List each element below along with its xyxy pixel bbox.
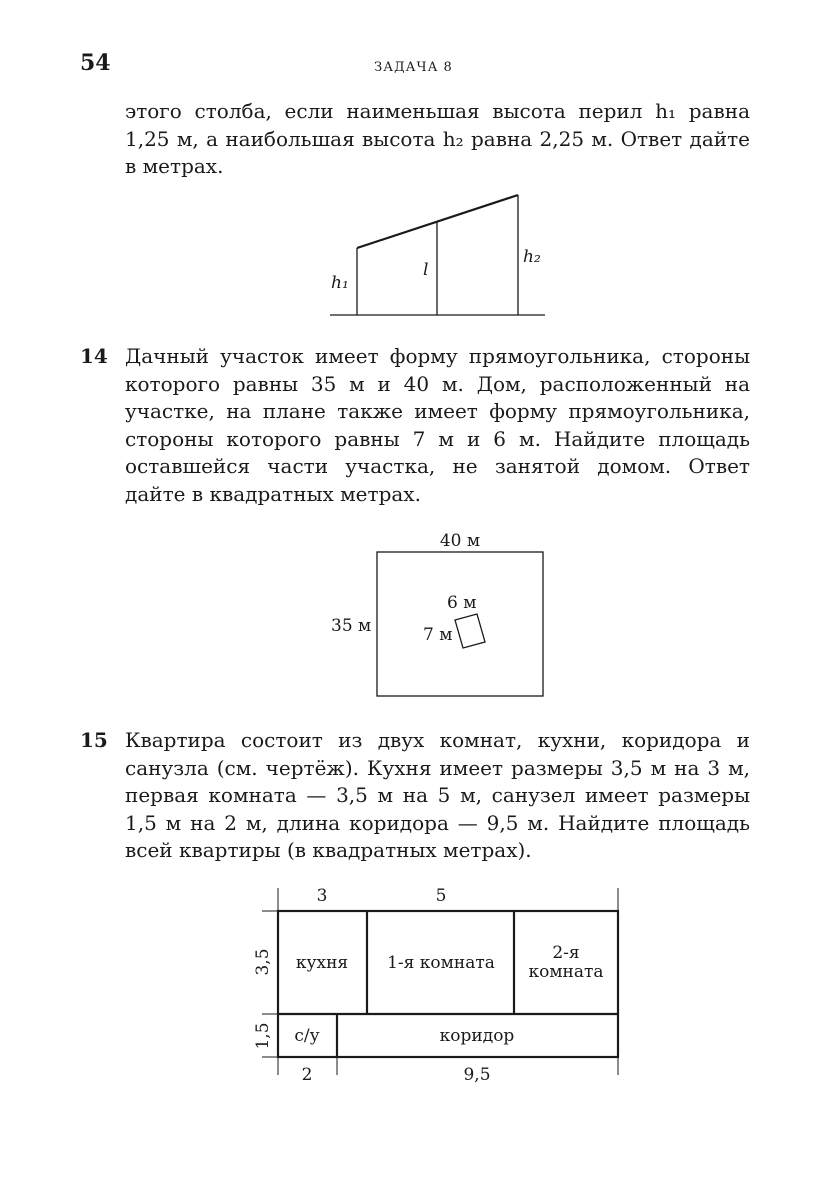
label-h1: h₁ (331, 273, 349, 293)
dim-bottom-9-5: 9,5 (463, 1065, 491, 1085)
room-second-line2: комната (528, 962, 604, 982)
label-h2: h₂ (523, 247, 541, 267)
room-corridor: коридор (439, 1026, 515, 1046)
problem-14-number: 14 (80, 344, 108, 368)
dim-left-1-5: 1,5 (253, 1022, 273, 1050)
label-40m: 40 м (439, 531, 481, 551)
page-number: 54 (80, 50, 111, 76)
dim-left-3-5: 3,5 (253, 948, 273, 976)
problem-15-text: Квартира состоит из двух комнат, кухни, коридора и санузла (см. чертёж). Кухня имеет размеры 3,5 м на 3 м, первая комната — 3,5 м на 5 м, санузел имеет размеры 1,5 м на 2 м, длина коридора — 9,5 м. Найдите площадь всей квартиры (в квадратных метрах). (125, 728, 750, 862)
room-bathroom: с/у (294, 1026, 320, 1046)
problem-15-number: 15 (80, 728, 108, 752)
room-kitchen: кухня (295, 953, 349, 973)
label-6m: 6 м (447, 593, 477, 613)
room-second-line1: 2-я (552, 943, 580, 963)
problem-13-text: этого столба, если наименьшая высота перил h₁ равна 1,25 м, а наибольшая высота h₂ равна 2,25 м. Ответ дайте в метрах. (125, 99, 750, 178)
room-first: 1-я комната (387, 953, 495, 973)
dim-bottom-2: 2 (301, 1065, 313, 1085)
dim-top-3: 3 (316, 886, 328, 906)
label-l: l (423, 260, 429, 280)
label-7m: 7 м (423, 625, 453, 645)
dim-top-5: 5 (435, 886, 447, 906)
label-35m: 35 м (331, 616, 372, 636)
running-title: ЗАДАЧА 8 (374, 60, 453, 75)
problem-14-text: Дачный участок имеет форму прямоугольника, стороны которого равны 35 м и 40 м. Дом, расположенный на участке, на плане также имеет форму прямоугольника, стороны которого равны 7 м и 6 м. Найдите площадь оставшейся части участка, не занятой домом. Ответ дайте в квадратных метрах. (125, 344, 750, 506)
